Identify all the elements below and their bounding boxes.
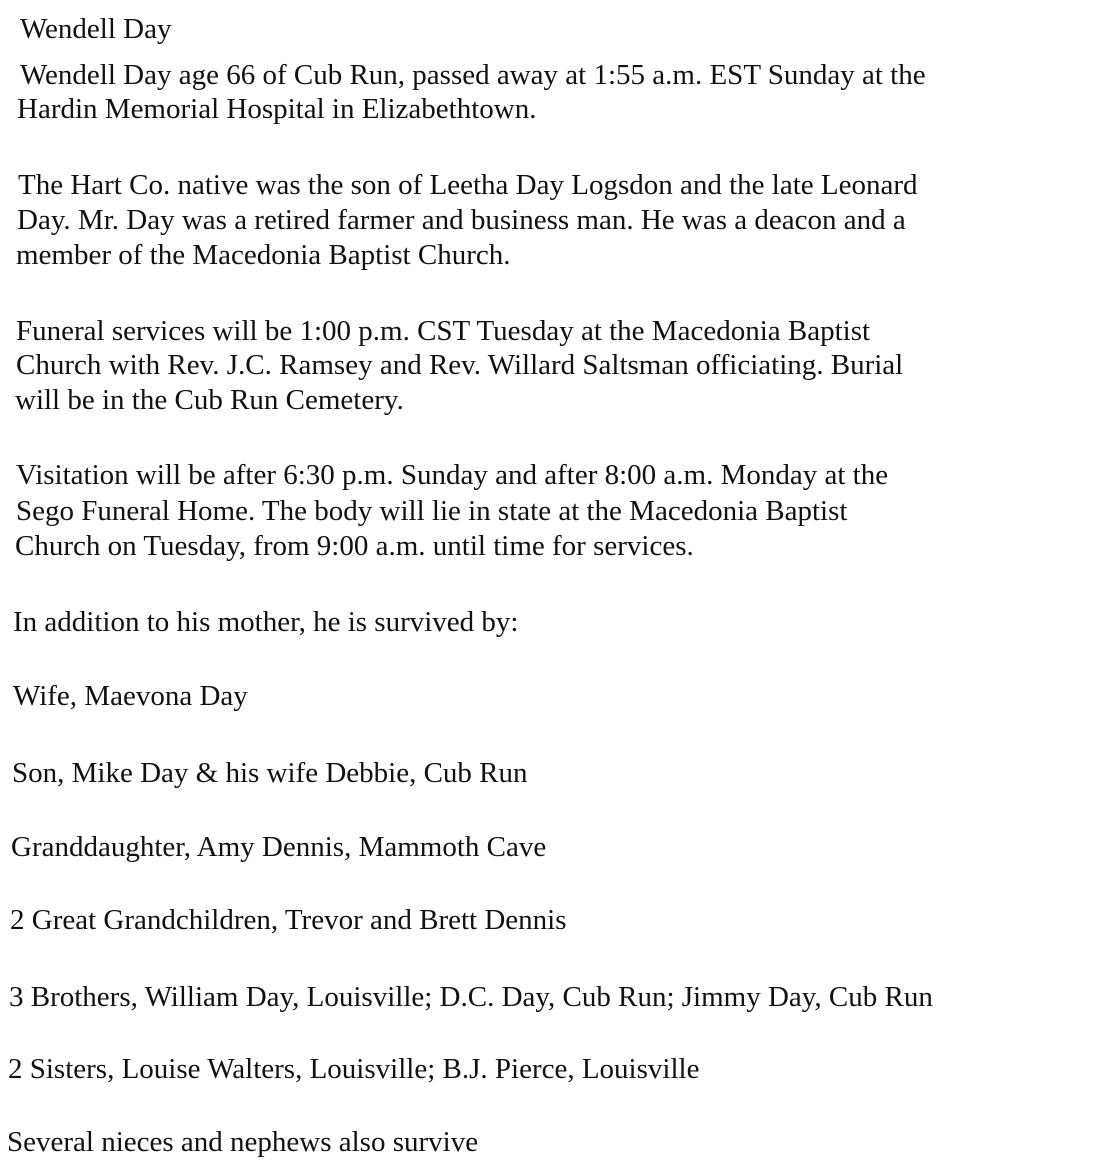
survivor-item: Granddaughter, Amy Dennis, Mammoth Cave xyxy=(11,831,547,863)
paragraph-line: Sego Funeral Home. The body will lie in state at the Macedonia Baptist xyxy=(16,495,848,527)
paragraph-line: Church with Rev. J.C. Ramsey and Rev. Willard Saltsman officiating. Burial xyxy=(16,349,904,381)
paragraph-line: Day. Mr. Day was a retired farmer and business man. He was a deacon and a xyxy=(17,204,906,236)
paragraph-line: will be in the Cub Run Cemetery. xyxy=(15,384,404,416)
survivor-item: 2 Great Grandchildren, Trevor and Brett Dennis xyxy=(10,904,567,936)
paragraph-line: Hardin Memorial Hospital in Elizabethtown. xyxy=(17,93,537,125)
survivor-item: Son, Mike Day & his wife Debbie, Cub Run xyxy=(12,757,528,789)
paragraph-line: Wendell Day age 66 of Cub Run, passed away at 1:55 a.m. EST Sunday at the xyxy=(20,59,926,91)
survivor-item: 3 Brothers, William Day, Louisville; D.C. Day, Cub Run; Jimmy Day, Cub Run xyxy=(9,981,933,1013)
paragraph-line: Funeral services will be 1:00 p.m. CST Tuesday at the Macedonia Baptist xyxy=(16,315,871,347)
document-title: Wendell Day xyxy=(20,13,172,45)
survived-intro: In addition to his mother, he is survived by: xyxy=(13,606,519,638)
survivor-item: Wife, Maevona Day xyxy=(13,680,248,712)
paragraph-line: Visitation will be after 6:30 p.m. Sunday and after 8:00 a.m. Monday at the xyxy=(16,459,889,491)
paragraph-line: member of the Macedonia Baptist Church. xyxy=(16,239,511,271)
survivor-item: 2 Sisters, Louise Walters, Louisville; B.J. Pierce, Louisville xyxy=(8,1053,700,1085)
paragraph-line: Church on Tuesday, from 9:00 a.m. until time for services. xyxy=(15,530,694,562)
survivor-item: Several nieces and nephews also survive xyxy=(7,1126,479,1158)
paragraph-line: The Hart Co. native was the son of Leetha Day Logsdon and the late Leonard xyxy=(18,169,918,201)
